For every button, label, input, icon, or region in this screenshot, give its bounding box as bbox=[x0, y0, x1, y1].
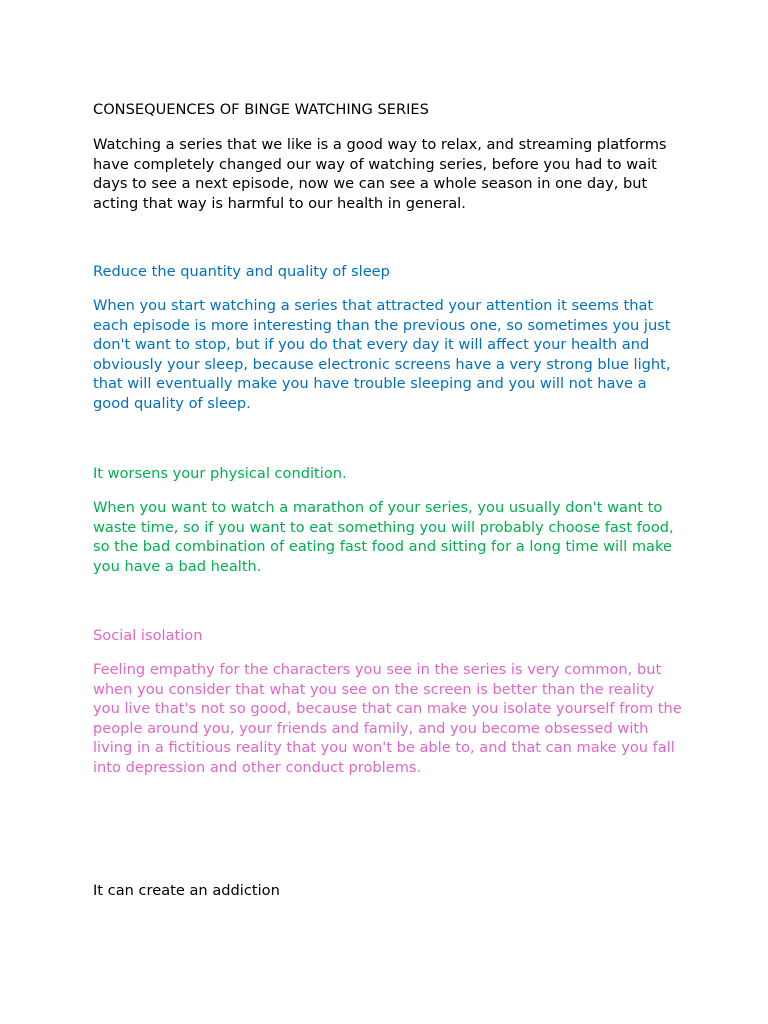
section-body-isolation: Feeling empathy for the characters you see in the series is very common, but when you consider that what you see on the screen is better than the reality you live that's not so good, because that can make you isolate yourself from the people around you, your friends and family, and you become obsessed with living in a fictitious reality that you won't be able to, and that can make you fall into depression and other conduct problems. bbox=[93, 661, 682, 776]
section-heading-addiction: It can create an addiction bbox=[93, 882, 280, 899]
section-body-physical: When you want to watch a marathon of your series, you usually don't want to waste time, so if you want to eat something you will probably choose fast food, so the bad combination of eating fast food and sitting for a long time will make you have a bad health. bbox=[93, 499, 674, 575]
intro-paragraph: Watching a series that we like is a good way to relax, and streaming platforms have completely changed our way of watching series, before you had to wait days to see a next episode, now we can see a whole season in one day, but acting that way is harmful to our health in general. bbox=[93, 136, 667, 212]
section-heading-physical: It worsens your physical condition. bbox=[93, 465, 347, 482]
section-heading-sleep: Reduce the quantity and quality of sleep bbox=[93, 263, 390, 280]
document-title: CONSEQUENCES OF BINGE WATCHING SERIES bbox=[93, 101, 429, 118]
section-heading-isolation: Social isolation bbox=[93, 627, 203, 644]
section-body-sleep: When you start watching a series that attracted your attention it seems that each episode is more interesting than the previous one, so sometimes you just don't want to stop, but if you do that every day it will affect your health and obviously your sleep, because electronic screens have a very strong blue light, that will eventually make you have trouble sleeping and you will not have a good quality of sleep. bbox=[93, 297, 671, 412]
